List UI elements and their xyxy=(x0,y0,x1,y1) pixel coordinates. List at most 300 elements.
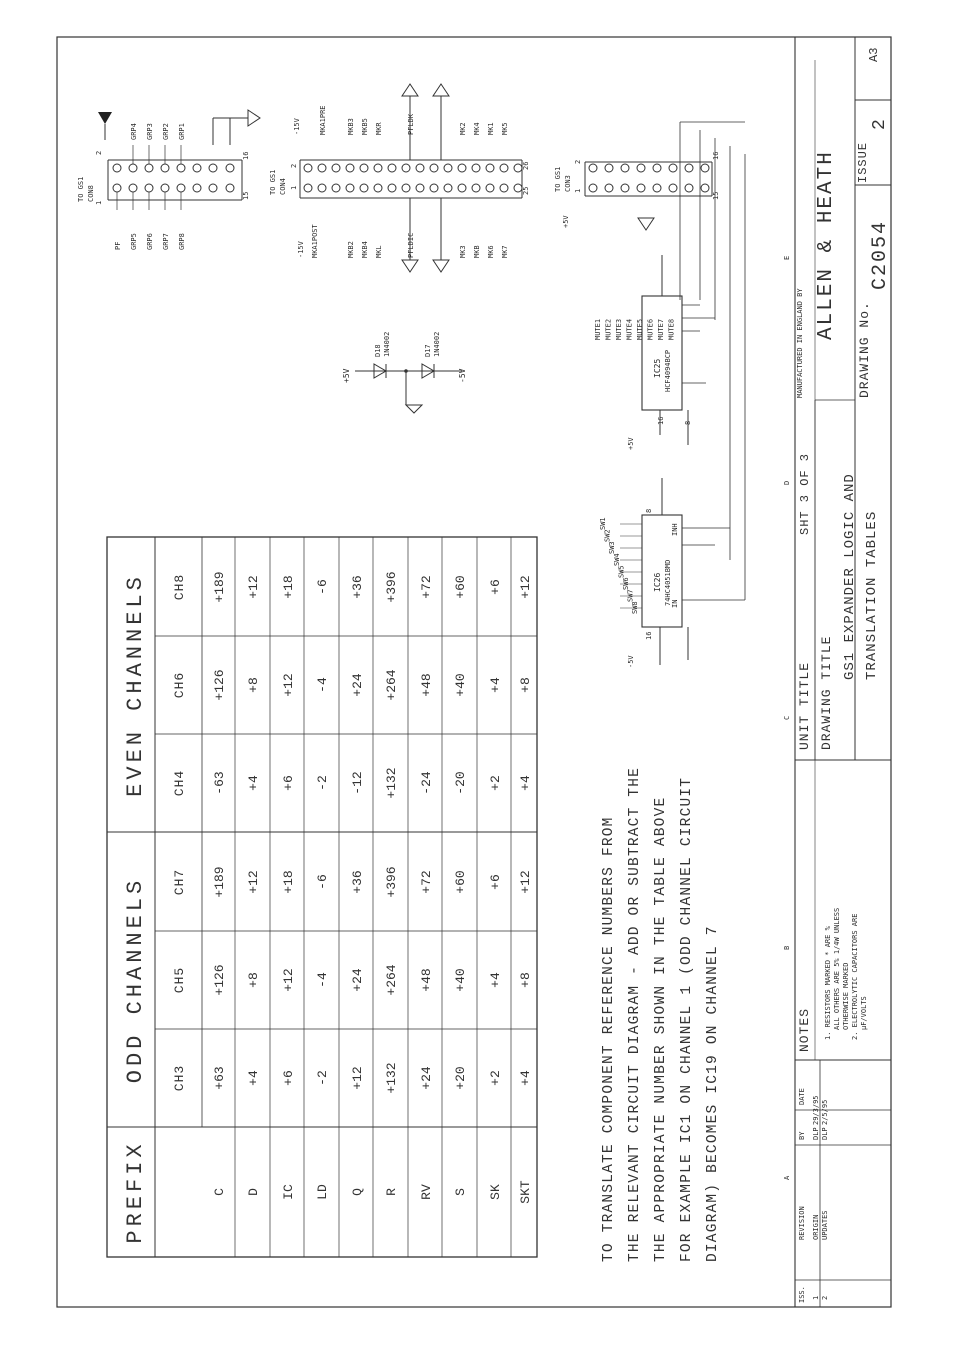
con4-pins xyxy=(304,164,522,192)
table-cell: -6 xyxy=(315,874,330,890)
con4-name: CON4 xyxy=(279,178,287,195)
table-cell: +4 xyxy=(488,972,503,988)
title-block xyxy=(795,37,892,1307)
ic25-output-label: MUTE4 xyxy=(625,318,634,340)
even-channels-header: EVEN CHANNELS xyxy=(123,573,148,797)
zone-c: C xyxy=(783,715,791,720)
pin-pad xyxy=(472,164,480,172)
notes-heading: NOTES xyxy=(797,1007,812,1052)
diode-arrow-symbol xyxy=(406,405,422,413)
connector-con4 xyxy=(269,84,530,272)
table-cell: +6 xyxy=(281,775,296,791)
ic26-inputs xyxy=(599,517,642,614)
table-cell: +396 xyxy=(384,571,399,603)
pin-pad xyxy=(486,184,494,192)
table-cell: +126 xyxy=(212,669,227,701)
table-row xyxy=(246,575,261,1196)
row-prefix: C xyxy=(212,1188,227,1196)
pin-pad xyxy=(360,184,368,192)
table-cell: +126 xyxy=(212,964,227,996)
con4-arrow-down-2 xyxy=(433,260,449,272)
pin-pad xyxy=(161,184,169,192)
table-cell: -24 xyxy=(419,771,434,795)
table-cell: +12 xyxy=(518,575,533,599)
con8-pin16: 16 xyxy=(242,151,250,160)
table-cell: +24 xyxy=(350,968,365,992)
zone-markers xyxy=(783,256,791,1180)
pin-pad xyxy=(402,184,410,192)
ic25-output-label: MUTE2 xyxy=(604,318,613,340)
ic25-output-label: MUTE3 xyxy=(615,318,623,340)
pin-pad xyxy=(226,184,234,192)
con3-pin15: 15 xyxy=(712,191,720,200)
ic25-output-label: MUTE8 xyxy=(667,318,676,340)
pin-pad xyxy=(472,184,480,192)
con4-signal-mka1pre: MKA1PRE xyxy=(319,105,327,135)
channel-header-ch7: CH7 xyxy=(172,868,187,896)
d18-ref: D18 xyxy=(374,344,382,357)
con4-to-label: TO GS1 xyxy=(269,169,277,195)
con4-signal-mk6: MK6 xyxy=(487,245,495,258)
table-cell: +60 xyxy=(453,575,468,599)
con3-supply-label: +5V xyxy=(562,215,570,228)
pin-pad xyxy=(444,164,452,172)
ic26-input-label: SW5 xyxy=(617,565,626,578)
con4-signal-mk4: MK4 xyxy=(473,122,481,135)
table-cell: +4 xyxy=(518,775,533,791)
ic25-output-label: MUTE7 xyxy=(657,318,665,340)
table-cell: +8 xyxy=(246,972,261,988)
table-cell: -6 xyxy=(315,579,330,595)
pin-pad xyxy=(514,184,522,192)
pin-pad xyxy=(637,184,645,192)
table-cell: +264 xyxy=(384,669,399,701)
con4-signal-mkr: MKR xyxy=(375,122,383,135)
rev-description: UPDATES xyxy=(821,1210,829,1240)
rev-col-by: BY xyxy=(798,1131,806,1140)
zone-e: E xyxy=(783,255,791,260)
pin-pad xyxy=(129,184,137,192)
row-prefix: SK xyxy=(488,1184,503,1200)
pin-pad xyxy=(653,164,661,172)
pin-pad xyxy=(388,164,396,172)
con4-signal-mkl: MKL xyxy=(375,245,383,258)
pin-pad xyxy=(360,164,368,172)
diode-network xyxy=(342,332,467,413)
con4-signal-mk2: MK2 xyxy=(459,122,467,135)
con4-signal-pfldic: PFLDIC xyxy=(407,232,415,258)
instruction-line-2: THE RELEVANT CIRCUIT DIAGRAM - ADD OR SUBTRACT THE xyxy=(627,766,643,1262)
table-cell: +72 xyxy=(419,575,434,599)
table-cell: +396 xyxy=(384,866,399,898)
con8-ground-symbol xyxy=(98,112,112,124)
con3-pin2: 2 xyxy=(574,159,582,164)
pin-pad xyxy=(332,184,340,192)
table-outline xyxy=(107,537,537,1257)
pin-pad xyxy=(621,184,629,192)
table-cell: +189 xyxy=(212,571,227,603)
table-cell: +48 xyxy=(419,968,434,992)
con8-signal-grp5: GRP5 xyxy=(130,233,138,250)
pin-pad xyxy=(458,164,466,172)
ic26-part: 74HC4051BMD xyxy=(664,559,672,606)
rev-by: DLP xyxy=(812,1127,820,1140)
table-cell: +4 xyxy=(518,1070,533,1086)
con8-signal-grp3: GRP3 xyxy=(146,123,154,140)
ic26-input-label: SW7 xyxy=(626,589,635,602)
table-cell: +18 xyxy=(281,870,296,894)
ic25-pin8: 8 xyxy=(684,420,692,425)
table-cell: +2 xyxy=(488,775,503,791)
pin-pad xyxy=(444,184,452,192)
zone-d: D xyxy=(783,480,791,485)
con3-pin16: 16 xyxy=(712,151,720,160)
ic25-body xyxy=(642,296,682,410)
channel-header-ch4: CH4 xyxy=(172,769,187,797)
con8-pin2: 2 xyxy=(95,150,103,155)
pin-pad xyxy=(388,184,396,192)
con4-arrow-up-1 xyxy=(402,84,418,96)
con4-signal-mkb4: MKB4 xyxy=(361,241,369,258)
ic25-output-label: MUTE5 xyxy=(636,318,644,340)
ic26-input-label: SW4 xyxy=(612,553,621,566)
d17-rail-label: -5V xyxy=(458,368,467,383)
zone-b: B xyxy=(783,945,791,950)
con4-signal-mk5: MK5 xyxy=(501,122,509,135)
table-cell: -2 xyxy=(315,775,330,791)
rev-date: 29/3/95 xyxy=(812,1095,820,1125)
con8-signal-grp8: GRP8 xyxy=(178,233,186,250)
pin-pad xyxy=(177,184,185,192)
table-cell: +24 xyxy=(350,673,365,697)
con4-signal-labels xyxy=(293,105,509,258)
table-cell: -20 xyxy=(453,771,468,795)
ic26-in-label: IN xyxy=(671,599,679,608)
ic26-ref: IC26 xyxy=(653,572,662,592)
note-1-line-2: ALL OTHERS ARE 5% 1/4W UNLESS xyxy=(833,907,841,1030)
drawing-title-label: DRAWING TITLE xyxy=(819,635,834,750)
pin-pad xyxy=(318,164,326,172)
table-cell: +8 xyxy=(246,677,261,693)
drawing-no-label: DRAWING No. xyxy=(857,301,872,398)
pin-pad xyxy=(318,184,326,192)
ic26-input-label: SW1 xyxy=(599,517,607,530)
row-prefix: LD xyxy=(315,1184,330,1200)
d18-rail-label: +5V xyxy=(342,368,351,383)
table-cell: +8 xyxy=(518,677,533,693)
table-cell: +12 xyxy=(281,673,296,697)
manufactured-by-label: MANUFACTURED IN ENGLAND BY xyxy=(796,288,804,398)
row-prefix: R xyxy=(384,1188,399,1196)
table-cell: +4 xyxy=(246,775,261,791)
pin-pad xyxy=(113,184,121,192)
table-cell: +12 xyxy=(281,968,296,992)
table-cell: +24 xyxy=(419,1066,434,1090)
ic25-output-label: MUTE1 xyxy=(594,318,602,340)
instruction-line-3: THE APPROPRIATE NUMBER SHOWN IN THE TABLE ABOVE xyxy=(653,796,669,1262)
pin-pad xyxy=(304,184,312,192)
con4-signal-mkb2: MKB2 xyxy=(347,241,355,258)
table-row xyxy=(350,575,365,1196)
con3-to-label: TO GS1 xyxy=(554,166,562,192)
drawing-title-line-1: GS1 EXPANDER LOGIC AND xyxy=(842,473,858,680)
row-prefix: SKT xyxy=(518,1180,533,1204)
odd-channels-header: ODD CHANNELS xyxy=(123,876,148,1084)
pin-pad xyxy=(226,164,234,172)
table-cell: +12 xyxy=(518,870,533,894)
pin-pad xyxy=(416,164,424,172)
con4-signal--15v: -15V xyxy=(293,118,301,135)
table-cell: +12 xyxy=(246,575,261,599)
con4-signal-mkb: MKB xyxy=(473,245,481,258)
pin-pad xyxy=(637,164,645,172)
con8-pin1: 1 xyxy=(95,200,103,205)
con8-signal-grp1: GRP1 xyxy=(178,123,186,140)
con8-signal-grp7: GRP7 xyxy=(162,233,170,250)
table-row xyxy=(384,571,399,1196)
d18-part: 1N4002 xyxy=(383,331,391,357)
table-cell: +8 xyxy=(518,972,533,988)
table-row xyxy=(453,575,468,1196)
table-cell: +189 xyxy=(212,866,227,898)
rev-date: 2/5/95 xyxy=(821,1099,829,1125)
table-cell: +4 xyxy=(488,677,503,693)
issue-number: 2 xyxy=(870,119,890,130)
note-1: 1. RESISTORS MARKED * ARE % xyxy=(824,926,832,1040)
con8-name: CON8 xyxy=(87,185,95,202)
table-cell: +72 xyxy=(419,870,434,894)
pin-pad xyxy=(304,164,312,172)
pin-pad xyxy=(685,184,693,192)
ic25-outputs xyxy=(594,0,677,344)
company-name: ALLEN & HEATH xyxy=(815,150,838,340)
pin-pad xyxy=(430,164,438,172)
pin-pad xyxy=(374,184,382,192)
pin-pad xyxy=(605,164,613,172)
pin-pad xyxy=(177,164,185,172)
pin-pad xyxy=(701,164,709,172)
pin-pad xyxy=(514,164,522,172)
ic25-part: HCF4094BCP xyxy=(664,349,672,392)
con3-name: CON3 xyxy=(564,175,572,192)
pin-pad xyxy=(486,164,494,172)
row-prefix: D xyxy=(246,1188,261,1196)
con4-signal--15v: -15V xyxy=(297,241,305,258)
revision-rows xyxy=(812,1095,829,1300)
pin-pad xyxy=(669,164,677,172)
ic26-input-label: SW6 xyxy=(622,577,630,590)
table-row xyxy=(281,575,296,1200)
row-prefix: RV xyxy=(419,1184,434,1200)
table-cell: +40 xyxy=(453,673,468,697)
pin-pad xyxy=(193,184,201,192)
pin-pad xyxy=(621,164,629,172)
con8-signal-labels xyxy=(114,123,186,250)
pin-pad xyxy=(193,164,201,172)
pin-pad xyxy=(685,164,693,172)
table-cell: +6 xyxy=(488,874,503,890)
con4-signal-pfldk: PFLDK xyxy=(407,113,415,135)
sheet-size: A3 xyxy=(867,47,881,62)
instruction-line-4: FOR EXAMPLE IC1 ON CHANNEL 1 (ODD CHANNEL CIRCUIT xyxy=(679,776,695,1262)
table-cell: +4 xyxy=(246,1070,261,1086)
pin-pad xyxy=(500,184,508,192)
pin-pad xyxy=(346,164,354,172)
channel-header-ch5: CH5 xyxy=(172,966,187,994)
table-row xyxy=(518,575,533,1203)
rev-iss: 2 xyxy=(821,1295,829,1300)
pin-pad xyxy=(589,164,597,172)
table-row xyxy=(315,579,330,1200)
pin-pad xyxy=(346,184,354,192)
note-2-line-2: µF/VOLTS xyxy=(860,996,868,1030)
con4-signal-mkb5: MKB5 xyxy=(361,118,369,135)
ic25-ref: IC25 xyxy=(653,358,662,378)
con8-signal-pf: PF xyxy=(114,241,122,250)
con8-signal-grp6: GRP6 xyxy=(146,233,154,250)
pin-pad xyxy=(402,164,410,172)
table-cell: +6 xyxy=(281,1070,296,1086)
connector-con8 xyxy=(77,110,260,250)
row-prefix: S xyxy=(453,1188,468,1196)
table-cell: +60 xyxy=(453,870,468,894)
table-row xyxy=(419,575,434,1200)
table-cell: +36 xyxy=(350,575,365,599)
pin-pad xyxy=(669,184,677,192)
table-cell: +132 xyxy=(384,1062,399,1094)
ic25-supply-label: +5V xyxy=(627,437,635,450)
pin-pad xyxy=(430,184,438,192)
table-cell: +18 xyxy=(281,575,296,599)
ic26-inh-label: INH xyxy=(671,523,679,536)
pin-pad xyxy=(589,184,597,192)
pin-pad xyxy=(145,184,153,192)
con3-pin1: 1 xyxy=(574,188,582,193)
table-cell: +2 xyxy=(488,1070,503,1086)
table-cell: +6 xyxy=(488,579,503,595)
pin-pad xyxy=(701,184,709,192)
con8-pin15: 15 xyxy=(242,191,250,200)
table-cell: -12 xyxy=(350,771,365,795)
prefix-header: PREFIX xyxy=(123,1140,148,1244)
ic26-pin16: 16 xyxy=(645,631,653,640)
issue-label: ISSUE xyxy=(856,141,870,183)
con4-pin25: 25 xyxy=(522,186,530,195)
con3-pins xyxy=(589,164,709,192)
zone-a: A xyxy=(783,1175,791,1180)
con4-signal-mk3: MK3 xyxy=(459,245,467,258)
table-body xyxy=(212,571,533,1203)
instruction-line-1: TO TRANSLATE COMPONENT REFERENCE NUMBERS FROM xyxy=(601,816,617,1262)
rev-col-revision: REVISION xyxy=(798,1206,806,1240)
translation-table xyxy=(107,537,537,1257)
pin-pad xyxy=(113,164,121,172)
unit-title-label: UNIT TITLE xyxy=(797,661,812,750)
table-cell: -4 xyxy=(315,972,330,988)
channel-header-ch8: CH8 xyxy=(172,573,187,601)
ic26-input-label: SW8 xyxy=(631,601,640,614)
row-prefix: Q xyxy=(350,1188,365,1196)
rev-col-iss: ISS. xyxy=(798,1286,806,1303)
pin-pad xyxy=(209,184,217,192)
table-cell: +12 xyxy=(246,870,261,894)
con8-signal-grp4: GRP4 xyxy=(130,123,138,140)
pin-pad xyxy=(161,164,169,172)
ic25-output-label: MUTE6 xyxy=(646,318,655,340)
table-row xyxy=(212,571,227,1196)
d17-ref: D17 xyxy=(424,344,432,357)
ic26-multiplexer xyxy=(599,478,745,668)
con4-pin26: 26 xyxy=(522,161,530,170)
ic26-input-label: SW2 xyxy=(603,529,612,542)
d17-part: 1N4002 xyxy=(433,331,441,357)
ic26-pin8: 8 xyxy=(645,508,653,513)
pin-pad xyxy=(374,164,382,172)
row-prefix: IC xyxy=(281,1184,296,1200)
table-cell: +36 xyxy=(350,870,365,894)
table-cell: +20 xyxy=(453,1066,468,1090)
instruction-text xyxy=(601,767,721,1262)
pin-pad xyxy=(605,184,613,192)
pin-pad xyxy=(209,164,217,172)
con4-signal-mk7: MK7 xyxy=(501,245,509,258)
instruction-line-5: DIAGRAM) BECOMES IC19 ON CHANNEL 7 xyxy=(705,925,721,1262)
con4-arrow-up-2 xyxy=(433,84,449,96)
ic25-shift-register xyxy=(594,0,715,450)
rev-col-date: DATE xyxy=(798,1088,806,1105)
pin-pad xyxy=(145,164,153,172)
con4-signal-mka1post: MKA1POST xyxy=(311,224,319,258)
rev-description: ORIGIN xyxy=(812,1214,820,1240)
note-1-line-3: OTHERWISE MARKED xyxy=(842,962,850,1030)
con4-pin1: 1 xyxy=(290,185,298,190)
pin-pad xyxy=(458,184,466,192)
drawing-number: C2054 xyxy=(869,219,892,290)
drawing-title-line-2: TRANSLATION TABLES xyxy=(864,510,880,680)
con4-arrow-down-1 xyxy=(402,260,418,272)
sheet-number: SHT 3 OF 3 xyxy=(798,452,812,535)
ic25-pin16: 16 xyxy=(657,416,665,425)
con4-pin2: 2 xyxy=(290,163,298,168)
con8-pins xyxy=(113,164,234,192)
table-cell: +264 xyxy=(384,964,399,996)
table-cell: +48 xyxy=(419,673,434,697)
pin-pad xyxy=(653,184,661,192)
note-2: 2. ELECTROLYTIC CAPACITORS ARE xyxy=(851,913,859,1040)
table-cell: +12 xyxy=(350,1066,365,1090)
channel-header-ch3: CH3 xyxy=(172,1064,187,1092)
table-cell: +63 xyxy=(212,1066,227,1090)
ic26-supply-label: -5V xyxy=(627,655,635,668)
pin-pad xyxy=(332,164,340,172)
con8-signal-grp2: GRP2 xyxy=(162,123,170,140)
table-row xyxy=(488,579,503,1200)
rev-iss: 1 xyxy=(812,1295,820,1300)
table-cell: +40 xyxy=(453,968,468,992)
con8-to-label: TO GS1 xyxy=(77,176,85,202)
table-cell: -2 xyxy=(315,1070,330,1086)
con3-arrow-symbol xyxy=(638,218,654,230)
pin-pad xyxy=(500,164,508,172)
channel-header-ch6: CH6 xyxy=(172,671,187,699)
rev-by: DLP xyxy=(821,1127,829,1140)
table-cell: +132 xyxy=(384,767,399,799)
con4-signal-mkb3: MKB3 xyxy=(347,118,355,135)
pin-pad xyxy=(129,164,137,172)
con4-signal-mk1: MK1 xyxy=(487,122,495,135)
ic26-input-label: SW3 xyxy=(608,541,617,554)
table-cell: -4 xyxy=(315,677,330,693)
